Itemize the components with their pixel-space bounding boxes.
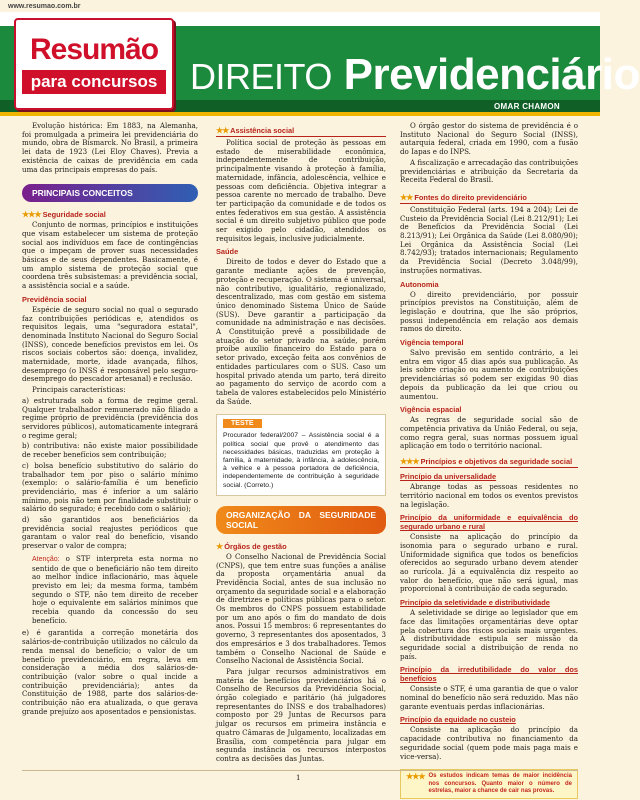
characteristic-item: a) estruturada sob a forma de regime geral. Qualquer trabalhador remunerado não filiado a regime próprio de previdência (previdência dos servidores públicos), automaticamente integrará o regime geral;	[22, 395, 198, 440]
vigencia-espacial-paragraph: As regras de seguridade social são de competência privativa da União Federal, ou seja, como regra geral, suas normas possuem igual aplicação em todo o território nacional.	[400, 415, 578, 451]
title-part1: DIREITO	[190, 56, 332, 97]
logo-text-main: Resumão	[29, 33, 159, 66]
universalidade-paragraph: Abrange todas as pessoas residentes no território nacional em todos os eventos previstos na legislação.	[400, 482, 578, 509]
heading-previdencia-social: Previdência social	[22, 294, 87, 304]
heading-orgaos-gestao	[216, 542, 386, 551]
vigencia-temporal-paragraph: Salvo previsão em sentido contrário, a lei entra em vigor 45 dias após sua publicação. As leis sobre criação ou aumento de contribuições previdenciárias só podem ser exigidas 90 dias depois da publicação da lei que criou ou aumentou.	[400, 348, 578, 401]
star-rating-icon: ★★	[400, 192, 413, 202]
characteristic-item: d) são garantidos aos beneficiários da previdência social reajustes periódicos que garantam o valor real do benefício, visando preservar o valor de compra;	[22, 515, 198, 551]
page-number: 1	[296, 774, 301, 782]
column-3	[400, 122, 578, 799]
column-1	[22, 122, 198, 718]
footer-divider	[22, 770, 578, 771]
uniformidade-paragraph: Consiste na aplicação do princípio da isonomia para o segurado urbano e rural. Uniformidade significa que todos os benefícios oferecidos ao segurado urbano devem atender ao rurícola. Já a equivalência diz respeito ao valor do benefício, que não será igual, mas proporcional à contribuição de cada segurado.	[400, 532, 578, 594]
section-organizacao: ORGANIZAÇÃO DA SEGURIDADE SOCIAL	[216, 506, 386, 534]
atencao-note	[32, 555, 198, 626]
star-legend-box	[400, 769, 578, 799]
heading-saude: Saúde	[216, 247, 239, 257]
test-box-text: Procurador federal/2007 – Assistência social é a política social que provê o atendimento das necessidades básicas, traduzidas em proteção à família, à maternidade, à infância, à adolescência, à velhice e à pessoa portadora de deficiência, independentemente de contribuição à seguridade social. (Correto.)	[223, 432, 379, 489]
logo-text-sub: para concursos	[22, 70, 166, 94]
column-2	[216, 122, 386, 766]
heading-seguridade-social	[22, 210, 198, 219]
star-rating-icon: ★★★	[22, 210, 41, 220]
saude-paragraph: Direito de todos e dever do Estado que a garante mediante ações de prevenção, proteção e recuperação. O sistema é universal, não contributivo, igualitário, regionalizado, descentralizado, mas com gestão em sistema único denominado Sistema Único de Saúde (SUS). Deve garantir a participação da comunidade na administração e nas decisões. A Constituição prevê a possibilidade de atuação do setor privado na saúde, porém proíbe auxílio financeiro do Estado para o setor privado, exceção feita aos convênios de entidades particulares com o SUS. Caso um hospital privado atenda um parto, terá direito ao pagamento do serviço de acordo com a tabela de valores estabelecidos pelo Ministério da Saúde.	[216, 257, 386, 406]
assistencia-paragraph: Política social de proteção às pessoas em estado de miserabilidade econômica, independentemente de contribuição, principalmente visando à proteção à família, maternidade, infância, adolescência, velhice e pessoas com deficiência. Objetiva integrar a pessoa carente no mercado de trabalho. Deve ter participação da comunidade e de todos os entes federativos em sua gestão. A assistência social é um direito subjetivo público que pode ser exigido pelo cidadão, atendidos os requisitos legais, inclusive judicialmente.	[216, 138, 386, 243]
heading-text: Princípios e objetivos da seguridade social	[420, 457, 573, 467]
heading-text: Assistência social	[230, 126, 295, 135]
author-name: OMAR CHAMON	[494, 102, 560, 111]
equidade-paragraph: Consiste na aplicação do princípio da capacidade contributiva no financiamento da seguridade social (quem pode mais paga mais e vice-versa).	[400, 725, 578, 761]
autonomia-paragraph: O direito previdenciário, por possuir princípios previstos na Constituição, além de legislação e doutrina, que lhe são próprios, possui independência em relação aos demais ramos do direito.	[400, 289, 578, 334]
irredutibilidade-paragraph: Consiste o STF, é uma garantia de que o valor nominal do benefício não será reduzido. Mas não garante eventuais perdas inflacionárias.	[400, 684, 578, 711]
star-rating-icon: ★★★	[400, 457, 419, 467]
heading-assistencia-social	[216, 126, 386, 137]
fontes-paragraph: Constituição Federal (arts. 194 a 204); Lei de Custeio da Previdência Social (Lei 8.212/91); Lei de Benefícios da Previdência Social (Lei 8.213/91); Lei Orgânica da Saúde (Lei 8.080/90); Lei Orgânica da Assistência Social (Lei 8.742/93); tratados internacionais; Regulamento da Previdência Social (Decreto 3.048/99), instruções normativas.	[400, 204, 578, 275]
star-rating-icon: ★	[216, 541, 223, 551]
heading-vigencia-temporal: Vigência temporal	[400, 338, 464, 348]
fiscalizacao-paragraph: A fiscalização e arrecadação das contribuições previdenciárias e atribuição da Secretaria da Receita Federal do Brasil.	[400, 157, 578, 185]
star-legend-text: Os estudos indicam temas de maior incidência nos concursos. Quanto maior o número de estrelas, maior a chance de cair nas provas.	[428, 773, 572, 795]
heading-seletividade: Princípio da seletividade e distributividade	[400, 598, 550, 608]
heading-text: Órgãos de gestão	[224, 541, 287, 551]
heading-text: Seguridade social	[42, 210, 106, 220]
star-legend-icon: ★★★	[406, 772, 425, 782]
heading-universalidade: Princípio da universalidade	[400, 472, 497, 482]
heading-vigencia-espacial: Vigência espacial	[400, 405, 462, 415]
recursos-paragraph: Para julgar recursos administrativos em matéria de benefícios previdenciários há o Conselho de Recursos da Previdência Social, órgão colegiado e paritário (há julgadores representantes do INSS e dos trabalhadores) composto por 29 Juntas de Recursos para julgar os recursos em primeira instância e quatro Câmaras de Julgamento, localizadas em Brasília, com competência para julgar em segunda instância os recursos interpostos contra as decisões das Juntas.	[216, 666, 386, 763]
brand-logo	[14, 18, 174, 110]
site-url: www.resumao.com.br	[8, 3, 81, 10]
intro-paragraph: Evolução histórica: Em 1883, na Alemanha, foi promulgada a primeira lei previdenciária do mundo, obra de Bismarck. No Brasil, a primeira lei data de 1923 (Lei Eloy Chaves). Previa a existência de caixas de previdência em cada uma das principais empresas do país.	[22, 121, 198, 174]
heading-fontes	[400, 193, 578, 204]
header	[0, 12, 640, 111]
page-title	[190, 52, 640, 100]
characteristic-item: e) é garantida a correção monetária dos salários-de-contribuição utilizados no cálculo da renda mensal do benefício; o valor de um benefício previdenciário, em regra, leva em consideração a média dos salários-de-contribuição (valor sobre o qual incide a contribuição previdenciária); antes da Constituição de 1988, parte dos salários-de-contribuição não era atualizada, o que gerava grande prejuízo aos aposentados e pensionistas.	[22, 628, 198, 716]
heading-text: Fontes do direito previdenciário	[414, 192, 527, 202]
title-part2: Previdenciário	[343, 50, 640, 99]
characteristic-item: b) contributiva: não existe maior possibilidade de receber benefícios sem contribuição;	[22, 441, 198, 460]
atencao-text: o STF interpreta esta norma no sentido de que o beneficiário não tem direito ao melhor índice inflacionário, mas àquele previsto em lei; da mesma forma, também segundo o STF, não tem direito de receber hoje o equivalente em salários mínimos que recebia quando da concessão do seu benefício.	[32, 553, 198, 625]
orgao-gestor-paragraph: O órgão gestor do sistema de previdência é o Instituto Nacional do Seguro Social (INSS), autarquia federal, criada em 1990, com a fusão do Iapas e do INPS.	[400, 121, 578, 157]
header-gold-stripe	[0, 112, 600, 116]
seguridade-paragraph: Conjunto de normas, princípios e instituições que visam estabelecer um sistema de proteção social aos indivíduos em face de contingências que o impeçam de prover suas necessidades básicas e de seus dependentes. Basicamente, é um amplo sistema de proteção social que coordena três subsistemas: a previdência social, a assistência social e a saúde.	[22, 220, 198, 291]
test-box-label: TESTE	[223, 419, 262, 428]
star-rating-icon: ★★	[216, 126, 229, 135]
heading-autonomia: Autonomia	[400, 279, 439, 289]
atencao-label: Atenção:	[32, 555, 60, 563]
orgaos-paragraph: O Conselho Nacional de Previdência Social (CNPS), que tem entre suas funções a análise da proposta orçamentária anual da Previdência Social, antes de sua inclusão no orçamento da seguridade social e a elaboração de diretrizes e políticas públicas para o setor. Os membros do CNPS possuem estabilidade por um ano após o fim do mandato de dois anos. Possui 15 membros: 6 representantes do governo, 3 representantes dos aposentados, 3 dos empresários e 3 dos trabalhadores. Temos também o Conselho Nacional de Saúde e Conselho Nacional de Assistência Social.	[216, 551, 386, 666]
characteristic-item: c) bolsa benefício substitutivo do salário do trabalhador tem por piso o salário mínimo (exemplo: o salário-família é um benefício previdenciário, mas é inferior a um salário mínimo, pois não tem por finalidade substituir o salário do segurado; é recebido com o salário);	[22, 460, 198, 514]
heading-irredutibilidade: Princípio da irredutibilidade do valor dos benefícios	[400, 665, 578, 684]
section-principais-conceitos: PRINCIPAIS CONCEITOS	[22, 184, 198, 202]
heading-equidade: Princípio da equidade no custeio	[400, 715, 516, 725]
previdencia-paragraph: Espécie de seguro social no qual o segurado faz contribuições periódicas e, atendidos os requisitos legais, uma "seguradora estatal", denominada Instituto Nacional do Seguro Social (INSS), concede benefícios previstos em lei. Os riscos sociais cobertos são: doença, invalidez, maternidade, morte, idade avançada, filhos, desemprego (o INSS é responsável pelo seguro-desemprego do pescador artesanal) e reclusão.	[22, 304, 198, 384]
test-box	[216, 414, 386, 495]
heading-principios	[400, 457, 578, 468]
heading-uniformidade: Princípio da uniformidade e equivalência do segurado urbano e rural	[400, 513, 578, 532]
seletividade-paragraph: A seletividade se dirige ao legislador que em face das limitações orçamentárias deve optar pela cobertura dos riscos sociais mais urgentes. A distributividade estipula ser missão da seguridade social a distribuição de renda no país.	[400, 608, 578, 661]
characteristics-intro: Principais características:	[32, 385, 126, 395]
